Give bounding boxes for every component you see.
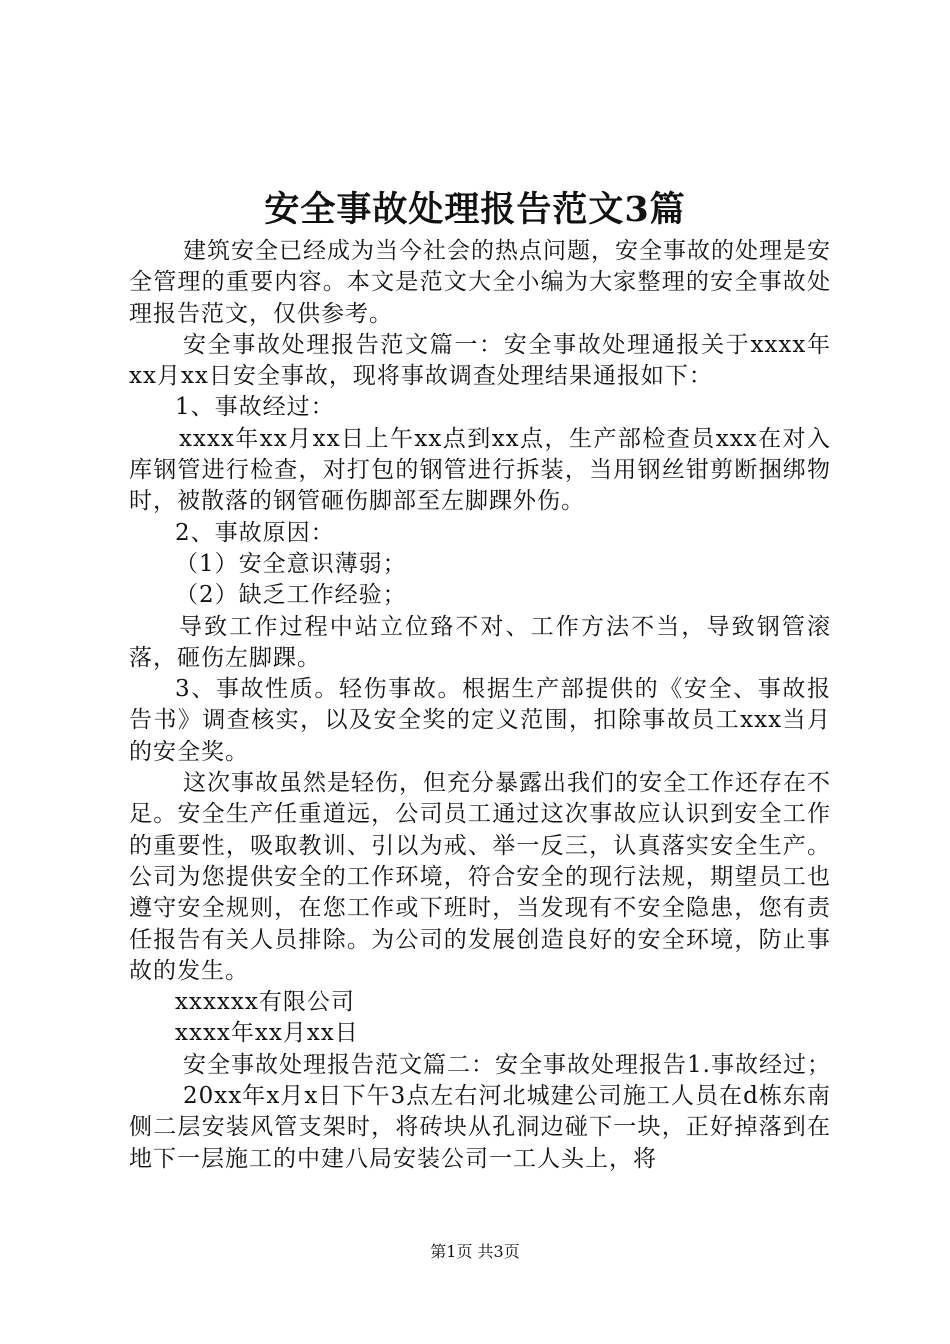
section-two-text: 20xx年x月x日下午3点左右河北城建公司施工人员在d栋东南侧二层安装风管支架时，将砖块从孔洞边碰下一块，正好掉落到在地下一层施工的中建八局安装公司一工人头上，将 [129, 1083, 831, 1172]
lesson-paragraph: 这次事故虽然是轻伤，但充分暴露出我们的安全工作还存在不足。安全生产任重道远，公司员工通过这次事故应认识到安全工作的重要性，吸取教训、引以为戒、举一反三，认真落实安全生产。公司为您提供安全的工作环境，符合安全的现行法规，期望员工也遵守安全规则，在您工作或下班时，当发现有不安全隐患，您有责任报告有关人员排除。为公司的发展创造良好的安全环境，防止事故的发生。 [129, 770, 831, 984]
section-one-heading: 安全事故处理报告范文篇一：安全事故处理通报关于xxxx年xx月xx日安全事故，现将事故调查处理结果通报如下： [129, 331, 831, 390]
accident-cause-heading: 2、事故原因： [175, 519, 335, 546]
accident-process-text: xxxx年xx月xx日上午xx点到xx点，生产部检查员xxx在对入库钢管进行检查，对打包的钢管进行拆装，当用钢丝钳剪断捆绑物时，被散落的钢管砸伤脚部至左脚踝外伤。 [129, 425, 831, 515]
signature-date: xxxx年xx月xx日 [175, 1020, 359, 1047]
accident-nature-text: 3、事故性质。轻伤事故。根据生产部提供的《安全、事故报告书》调查核实，以及安全奖的定义范围，扣除事故员工xxx当月的安全奖。 [129, 676, 831, 765]
cause-item-1: （1）安全意识薄弱； [175, 550, 407, 577]
cause-item-2: （2）缺乏工作经验； [175, 582, 407, 609]
accident-process-heading: 1、事故经过： [175, 394, 335, 421]
section-two-heading: 安全事故处理报告范文篇二：安全事故处理报告1.事故经过； [183, 1051, 831, 1078]
document-body [129, 236, 831, 1175]
document-title: 安全事故处理报告范文3篇 [264, 189, 686, 230]
company-signature: xxxxxx有限公司 [175, 989, 355, 1016]
page-footer: 第1页 共3页 [430, 1242, 520, 1261]
intro-paragraph: 建筑安全已经成为当今社会的热点问题，安全事故的处理是安全管理的重要内容。本文是范文大全小编为大家整理的安全事故处理报告范文，仅供参考。 [129, 238, 831, 327]
cause-result-text: 导致工作过程中站立位臵不对、工作方法不当，导致钢管滚落，砸伤左脚踝。 [129, 613, 831, 671]
